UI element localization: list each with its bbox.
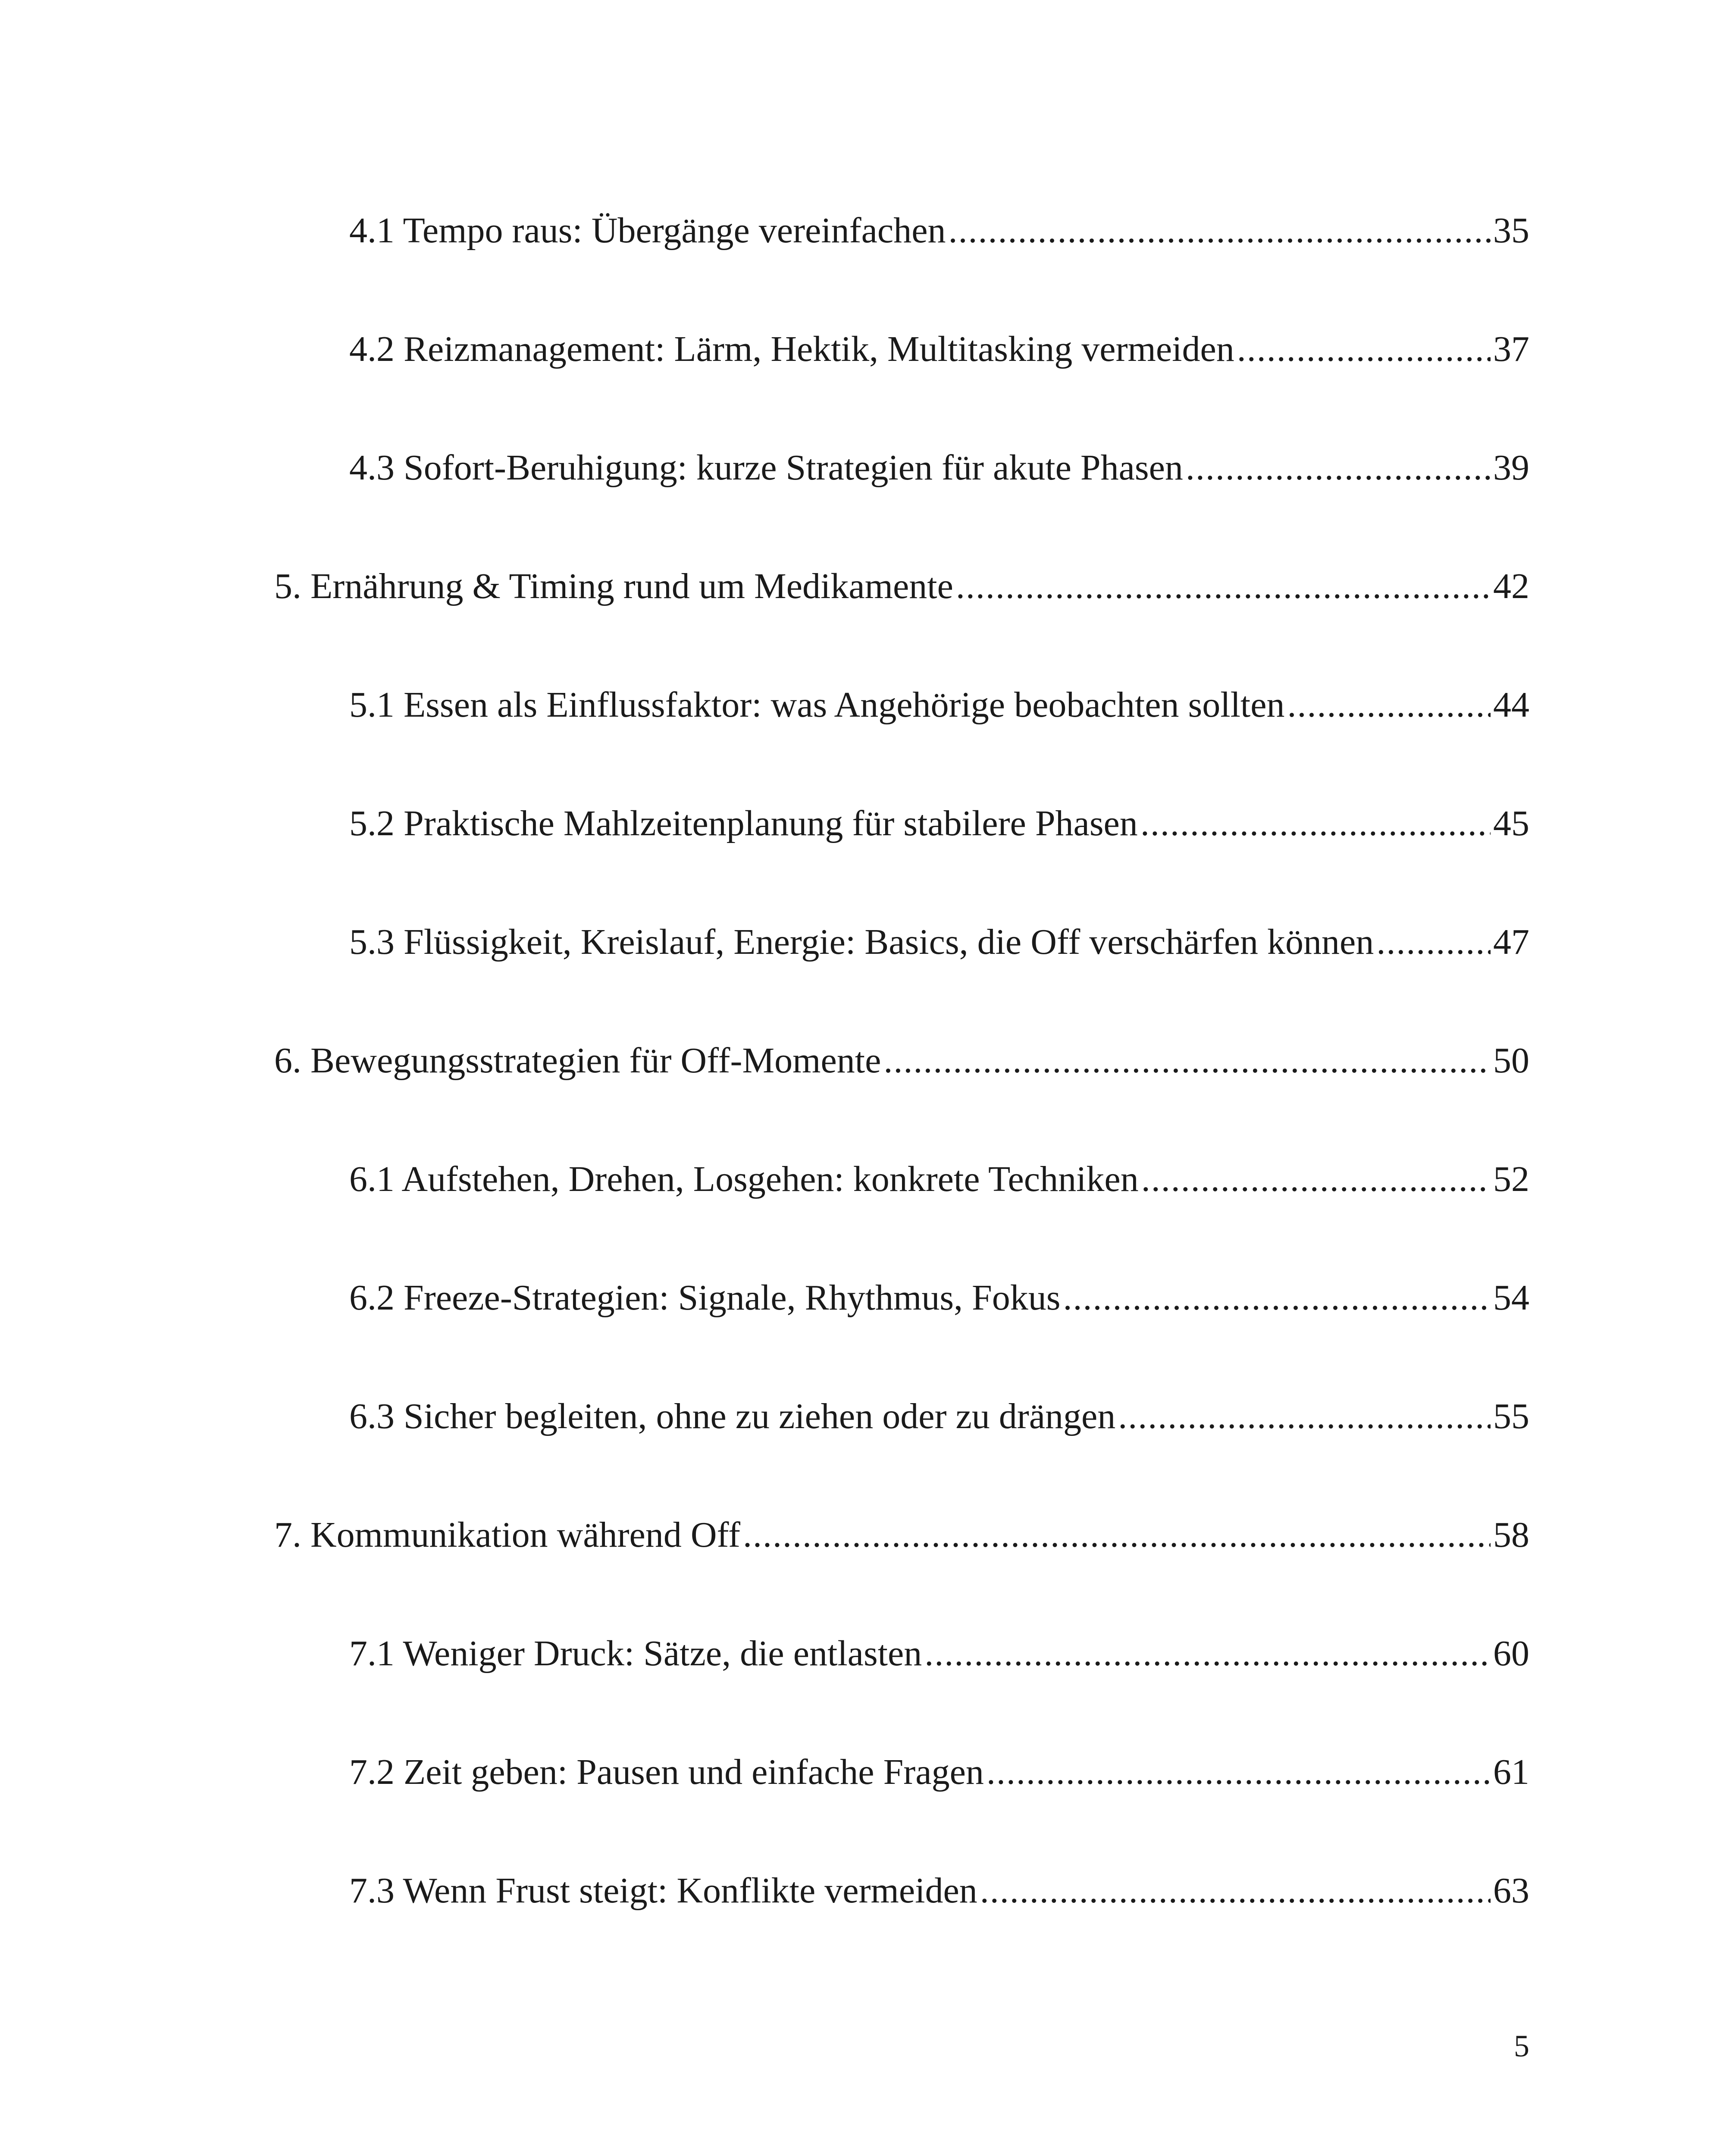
toc-entry-6-2 [349,1268,1529,1328]
toc-dot-leader [1376,912,1491,972]
toc-dot-leader [1287,675,1491,735]
toc-dot-leader [956,556,1491,617]
toc-entry-page: 35 [1493,210,1529,251]
toc-entry-page: 44 [1493,685,1529,725]
toc-dot-leader [1141,1149,1491,1210]
toc-entry-4-1 [349,201,1529,261]
toc-entry-page: 60 [1493,1633,1529,1673]
toc-entry-title: 5.2 Praktische Mahlzeitenplanung für stabilere Phasen [349,803,1138,843]
toc-entry-title: 4.2 Reizmanagement: Lärm, Hektik, Multitasking vermeiden [349,329,1234,369]
toc-dot-leader [1063,1268,1491,1328]
toc-entry-title: 6.3 Sicher begleiten, ohne zu ziehen oder zu drängen [349,1396,1116,1436]
toc-dot-leader [1118,1386,1491,1447]
toc-entry-7-1 [349,1623,1529,1684]
toc-entry-page: 50 [1493,1040,1529,1081]
toc-dot-leader [1237,319,1491,379]
toc-entry-title: 6.1 Aufstehen, Drehen, Losgehen: konkrete Techniken [349,1159,1139,1199]
toc-entry-page: 58 [1493,1515,1529,1555]
toc-dot-leader [1186,438,1491,498]
toc-dot-leader [1140,793,1491,854]
toc-entry-5-3 [349,912,1529,972]
toc-entry-page: 37 [1493,329,1529,369]
toc-entry-page: 54 [1493,1278,1529,1318]
toc-entry-4-2 [349,319,1529,379]
toc-dot-leader [743,1505,1491,1565]
toc-entry-title: 5.3 Flüssigkeit, Kreislauf, Energie: Basics, die Off verschärfen können [349,922,1374,962]
toc-entry-6 [274,1031,1529,1091]
toc-entry-page: 52 [1493,1159,1529,1199]
toc-entry-title: 7.2 Zeit geben: Pausen und einfache Fragen [349,1752,984,1792]
toc-entry-title: 4.1 Tempo raus: Übergänge vereinfachen [349,210,946,251]
toc-entry-page: 55 [1493,1396,1529,1436]
toc-dot-leader [987,1742,1491,1802]
toc-entry-page: 63 [1493,1871,1529,1911]
toc-entry-title: 6.2 Freeze-Strategien: Signale, Rhythmus, Fokus [349,1278,1061,1318]
toc-entry-title: 6. Bewegungsstrategien für Off-Momente [274,1040,881,1081]
toc-entry-7-2 [349,1742,1529,1802]
toc-entry-title: 7.1 Weniger Druck: Sätze, die entlasten [349,1633,922,1673]
toc-entry-page: 61 [1493,1752,1529,1792]
toc-entry-title: 5. Ernährung & Timing rund um Medikamente [274,566,953,606]
toc-entry-5 [274,556,1529,617]
toc-dot-leader [949,201,1491,261]
toc-entry-page: 47 [1493,922,1529,962]
toc-entry-page: 42 [1493,566,1529,606]
toc-entry-5-2 [349,793,1529,854]
toc-entry-title: 4.3 Sofort-Beruhigung: kurze Strategien für akute Phasen [349,448,1183,488]
toc-entry-6-3 [349,1386,1529,1447]
toc-entry-7 [274,1505,1529,1565]
toc-entry-5-1 [349,675,1529,735]
toc-entry-6-1 [349,1149,1529,1210]
toc-entry-4-3 [349,438,1529,498]
toc-entry-title: 7. Kommunikation während Off [274,1515,740,1555]
toc-dot-leader [924,1623,1491,1684]
toc-dot-leader [980,1861,1491,1921]
page-number: 5 [1514,2029,1529,2063]
toc-entry-page: 45 [1493,803,1529,843]
toc-dot-leader [883,1031,1491,1091]
toc-entry-7-3 [349,1861,1529,1921]
toc-entry-title: 7.3 Wenn Frust steigt: Konflikte vermeiden [349,1871,977,1911]
toc-entry-page: 39 [1493,448,1529,488]
toc-entry-title: 5.1 Essen als Einflussfaktor: was Angehörige beobachten sollten [349,685,1285,725]
